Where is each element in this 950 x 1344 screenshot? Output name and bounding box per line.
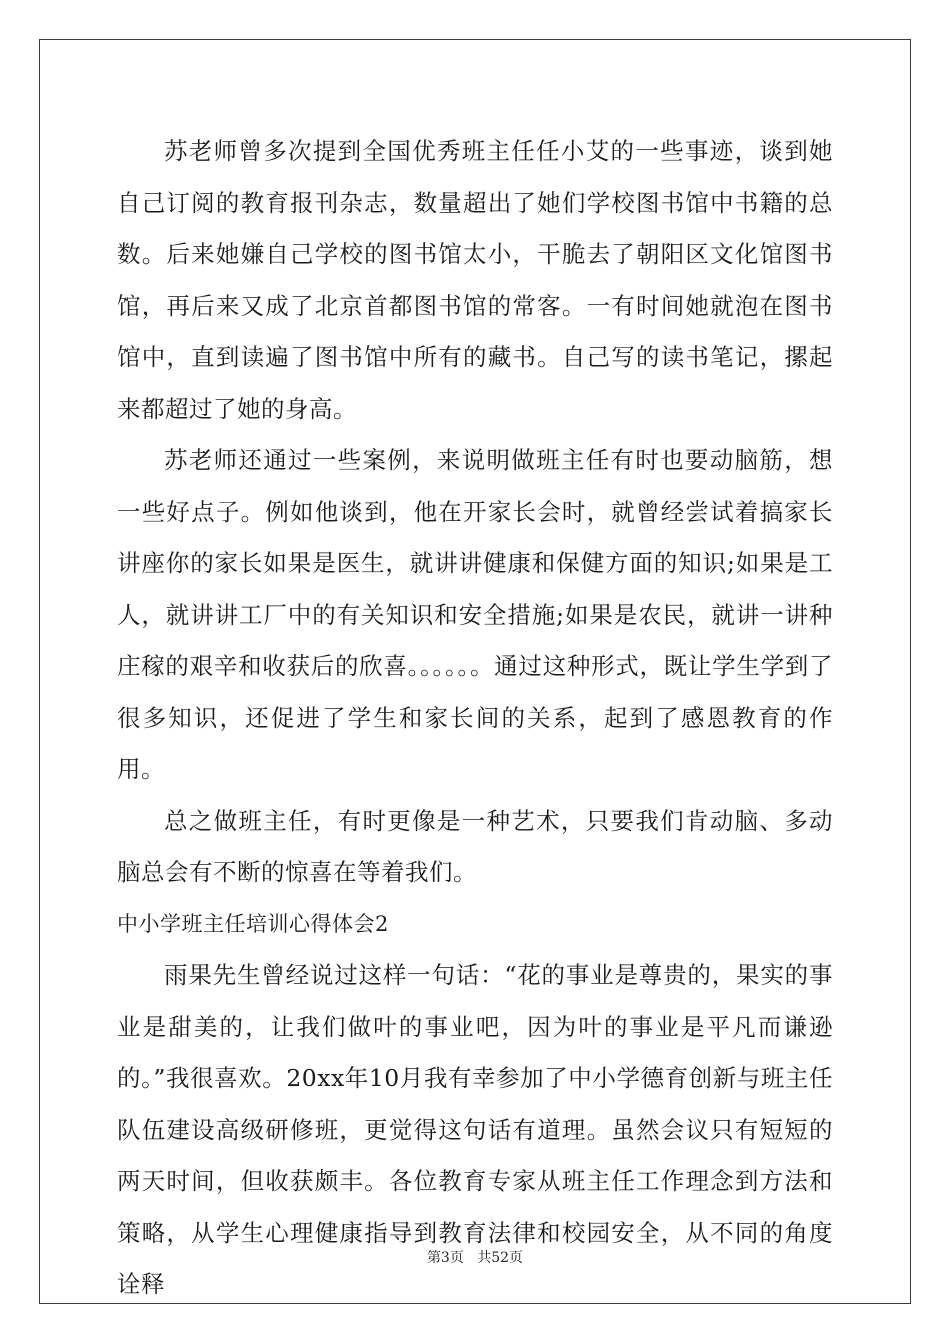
section-title: 中小学班主任培训心得体会2 xyxy=(117,911,389,936)
document-body xyxy=(117,126,833,1311)
page-total: 共52页 xyxy=(477,1250,524,1266)
paragraph-1: 苏老师曾多次提到全国优秀班主任任小艾的一些事迹，谈到她自己订阅的教育报刊杂志，数量超出了她们学校图书馆中书籍的总数。后来她嫌自己学校的图书馆太小，干脆去了朝阳区文化馆图书馆，再后来又成了北京首都图书馆的常客。一有时间她就泡在图书馆中，直到读遍了图书馆中所有的藏书。自己写的读书笔记，摞起来都超过了她的身高。 xyxy=(117,137,833,423)
page-footer xyxy=(0,1247,950,1267)
page-number: 第3页 xyxy=(426,1250,464,1266)
paragraph-3: 总之做班主任，有时更像是一种艺术，只要我们肯动脑、多动脑总会有不断的惊喜在等着我们。 xyxy=(117,806,833,886)
paragraph-2: 苏老师还通过一些案例，来说明做班主任有时也要动脑筋，想一些好点子。例如他谈到，他在开家长会时，就曾经尝试着搞家长讲座你的家长如果是医生，就讲讲健康和保健方面的知识;如果是工人，就讲讲工厂中的有关知识和安全措施;如果是农民，就讲一讲种庄稼的艰辛和收获后的欣喜。。。。。。通过这种形式，既让学生学到了很多知识，还促进了学生和家长间的关系，起到了感恩教育的作用。 xyxy=(117,446,833,783)
paragraph-4: 雨果先生曾经说过这样一句话：“花的事业是尊贵的，果实的事业是甜美的，让我们做叶的事业吧，因为叶的事业是平凡而谦逊的。”我很喜欢。20xx年10月我有幸参加了中小学德育创新与班主任队伍建设高级研修班，更觉得这句话有道理。虽然会议只有短短的两天时间，但收获颇丰。各位教育专家从班主任工作理念到方法和策略，从学生心理健康指导到教育法律和校园安全，从不同的角度诠释 xyxy=(117,961,833,1298)
